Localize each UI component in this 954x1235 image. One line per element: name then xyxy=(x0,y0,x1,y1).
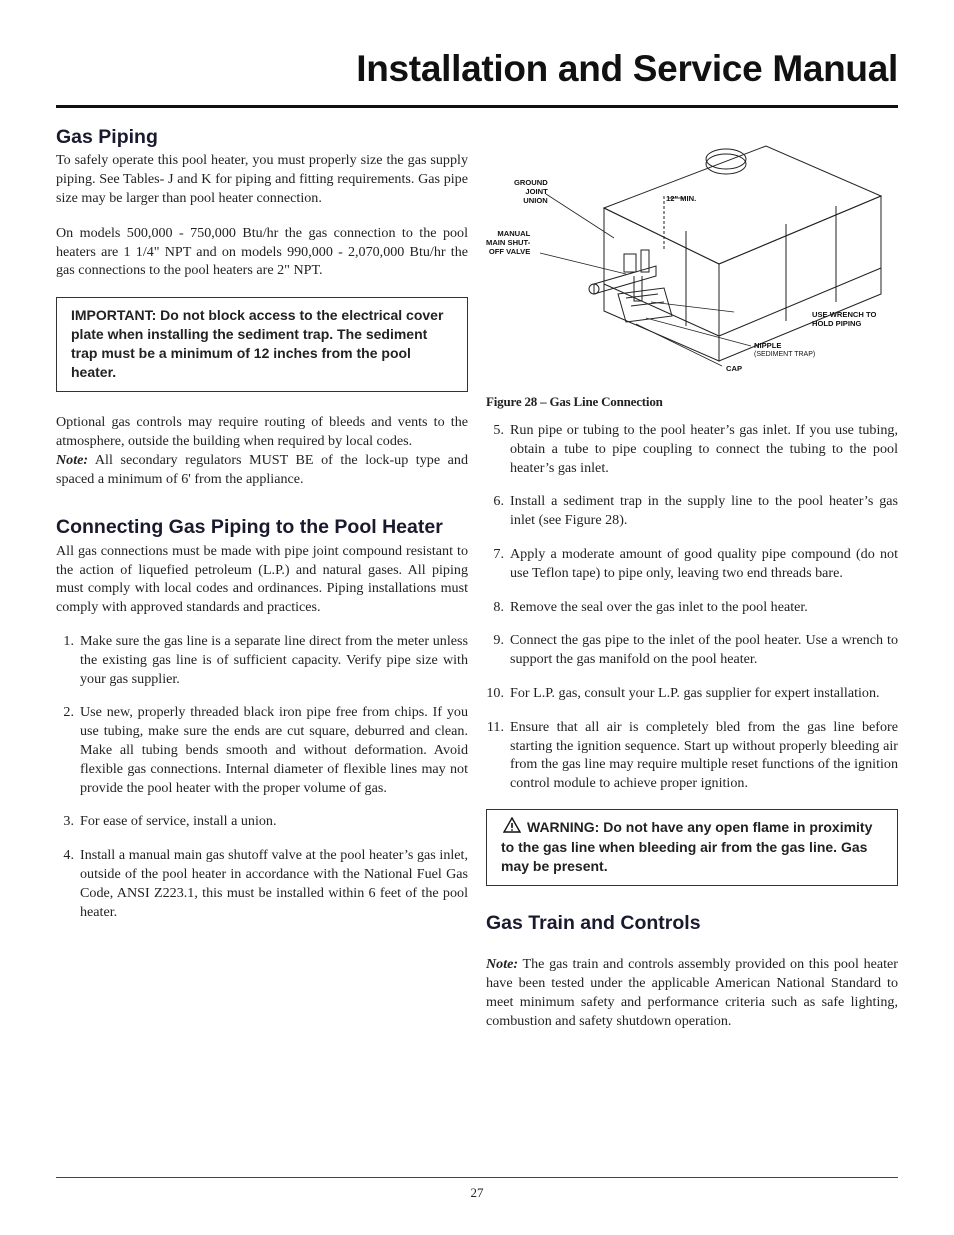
important-callout: IMPORTANT: Do not block access to the electrical cover plate when installing the sediment trap. The sediment trap must be a minimum of 12 inches from the pool heater. xyxy=(56,297,468,392)
list-item: 2. Use new, properly threaded black iron pipe free from chips. If you use tubing, make sure the ends are cut square, deburred and clean. Make all tubing bends smooth and without deformation. Avoid flexible gas connections. Internal diameter of flexible lines may not provide the pool heater with the proper volume of gas. xyxy=(63,704,468,796)
list-item: 5. Run pipe or tubing to the pool heater’s gas inlet. If you use tubing, obtain a tube to pipe coupling to connect the tubing to the pool heater’s gas inlet. xyxy=(493,422,898,476)
secondary-regulator-note xyxy=(56,451,468,489)
list-item: 11. Ensure that all air is completely bled from the gas line before starting the ignition sequence. Start up without properly bleeding air from the gas line may require multiple reset functions of the ignition control module to achieve proper ignition. xyxy=(486,718,898,792)
warning-text: : Do not have any open flame in proximity to the gas line when bleeding air from the gas line. Gas may be present. xyxy=(501,818,873,874)
figure-caption: Figure 28 – Gas Line Connection xyxy=(486,394,663,409)
note-text: The gas train and controls assembly provided on this pool heater have been tested under the applicable American National Standard to meet minimum safety and performance criteria such as safe lighting, combustion and safety shutdown operation. xyxy=(486,956,898,1029)
gas-piping-heading: Gas Piping xyxy=(56,126,158,148)
list-item: 10. For L.P. gas, consult your L.P. gas supplier for expert installation. xyxy=(486,684,880,701)
list-item: 4. Install a manual main gas shutoff valve at the pool heater’s gas inlet, outside of the pool heater in accordance with the National Fuel Gas Code, ANSI Z223.1, this must be installed within 6 feet of the pool heater. xyxy=(63,847,468,920)
steps-list-right xyxy=(486,421,898,793)
gas-train-heading: Gas Train and Controls xyxy=(486,911,701,934)
page-title: Installation and Service Manual xyxy=(356,48,898,89)
warning-label: WARNING xyxy=(527,818,595,835)
note-label: Note: xyxy=(56,451,89,468)
warning-triangle-icon xyxy=(503,817,521,838)
gas-piping-paragraph-3: Optional gas controls may require routing of bleeds and vents to the atmosphere, outside the building when required by local codes. xyxy=(56,414,468,449)
footer-divider xyxy=(56,1177,898,1178)
pool-heater-diagram xyxy=(486,126,898,374)
title-divider xyxy=(56,105,898,108)
note-text: All secondary regulators MUST BE of the lock-up type and spaced a minimum of 6' from the appliance. xyxy=(56,451,468,487)
left-column xyxy=(56,126,468,921)
nipple-label: NIPPLE xyxy=(754,341,782,350)
manual-valve-label: MANUAL MAIN SHUT- OFF VALVE xyxy=(486,229,531,256)
gas-piping-paragraph-2: On models 500,000 - 750,000 Btu/hr the gas connection to the pool heaters are 1 1/4" NPT and on models 990,000 - 2,070,000 Btu/hr the gas connections to the pool heaters are 2" NPT. xyxy=(56,224,468,279)
right-column xyxy=(486,126,898,1031)
gas-line-connection-figure xyxy=(486,126,898,374)
cap-label: CAP xyxy=(726,364,743,373)
list-item: 8. Remove the seal over the gas inlet to the pool heater. xyxy=(493,598,808,615)
list-item: 7. Apply a moderate amount of good quality pipe compound (do not use Teflon tape) to pipe only, leaving two end threads bare. xyxy=(493,545,898,581)
note-label: Note: xyxy=(486,956,519,973)
list-item: 6. Install a sediment trap in the supply line to the pool heater’s gas inlet (see Figure 28). xyxy=(493,493,898,529)
wrench-label: USE WRENCH TO HOLD PIPING xyxy=(812,310,877,328)
connecting-heading: Connecting Gas Piping to the Pool Heater xyxy=(56,516,443,539)
page-number: 27 xyxy=(470,1185,484,1200)
ground-joint-union-label: GROUND JOINT UNION xyxy=(514,178,548,205)
sediment-trap-label: (SEDIMENT TRAP) xyxy=(754,351,816,358)
steps-list-left xyxy=(56,632,468,921)
gas-train-note xyxy=(486,955,898,1030)
list-item: 9. Connect the gas pipe to the inlet of the pool heater. Use a wrench to support the gas manifold on the pool heater. xyxy=(493,632,898,668)
warning-callout xyxy=(486,809,898,886)
list-item: 1. Make sure the gas line is a separate line direct from the meter unless the existing gas line is of sufficient capacity. Verify pipe size with your gas supplier. xyxy=(63,632,468,687)
connecting-intro: All gas connections must be made with pipe joint compound resistant to the action of liquefied petroleum (L.P.) and natural gases. All piping must comply with local codes and ordinances. Piping installations must comply with approved standards and practices. xyxy=(56,542,468,616)
min-distance-label: 12" MIN. xyxy=(666,194,697,203)
gas-piping-paragraph-1: To safely operate this pool heater, you must properly size the gas supply piping. See Tables- J and K for piping and fitting requirements. Gas pipe size may be larger than pool heater connection. xyxy=(56,152,468,206)
list-item: 3. For ease of service, install a union. xyxy=(63,813,277,830)
